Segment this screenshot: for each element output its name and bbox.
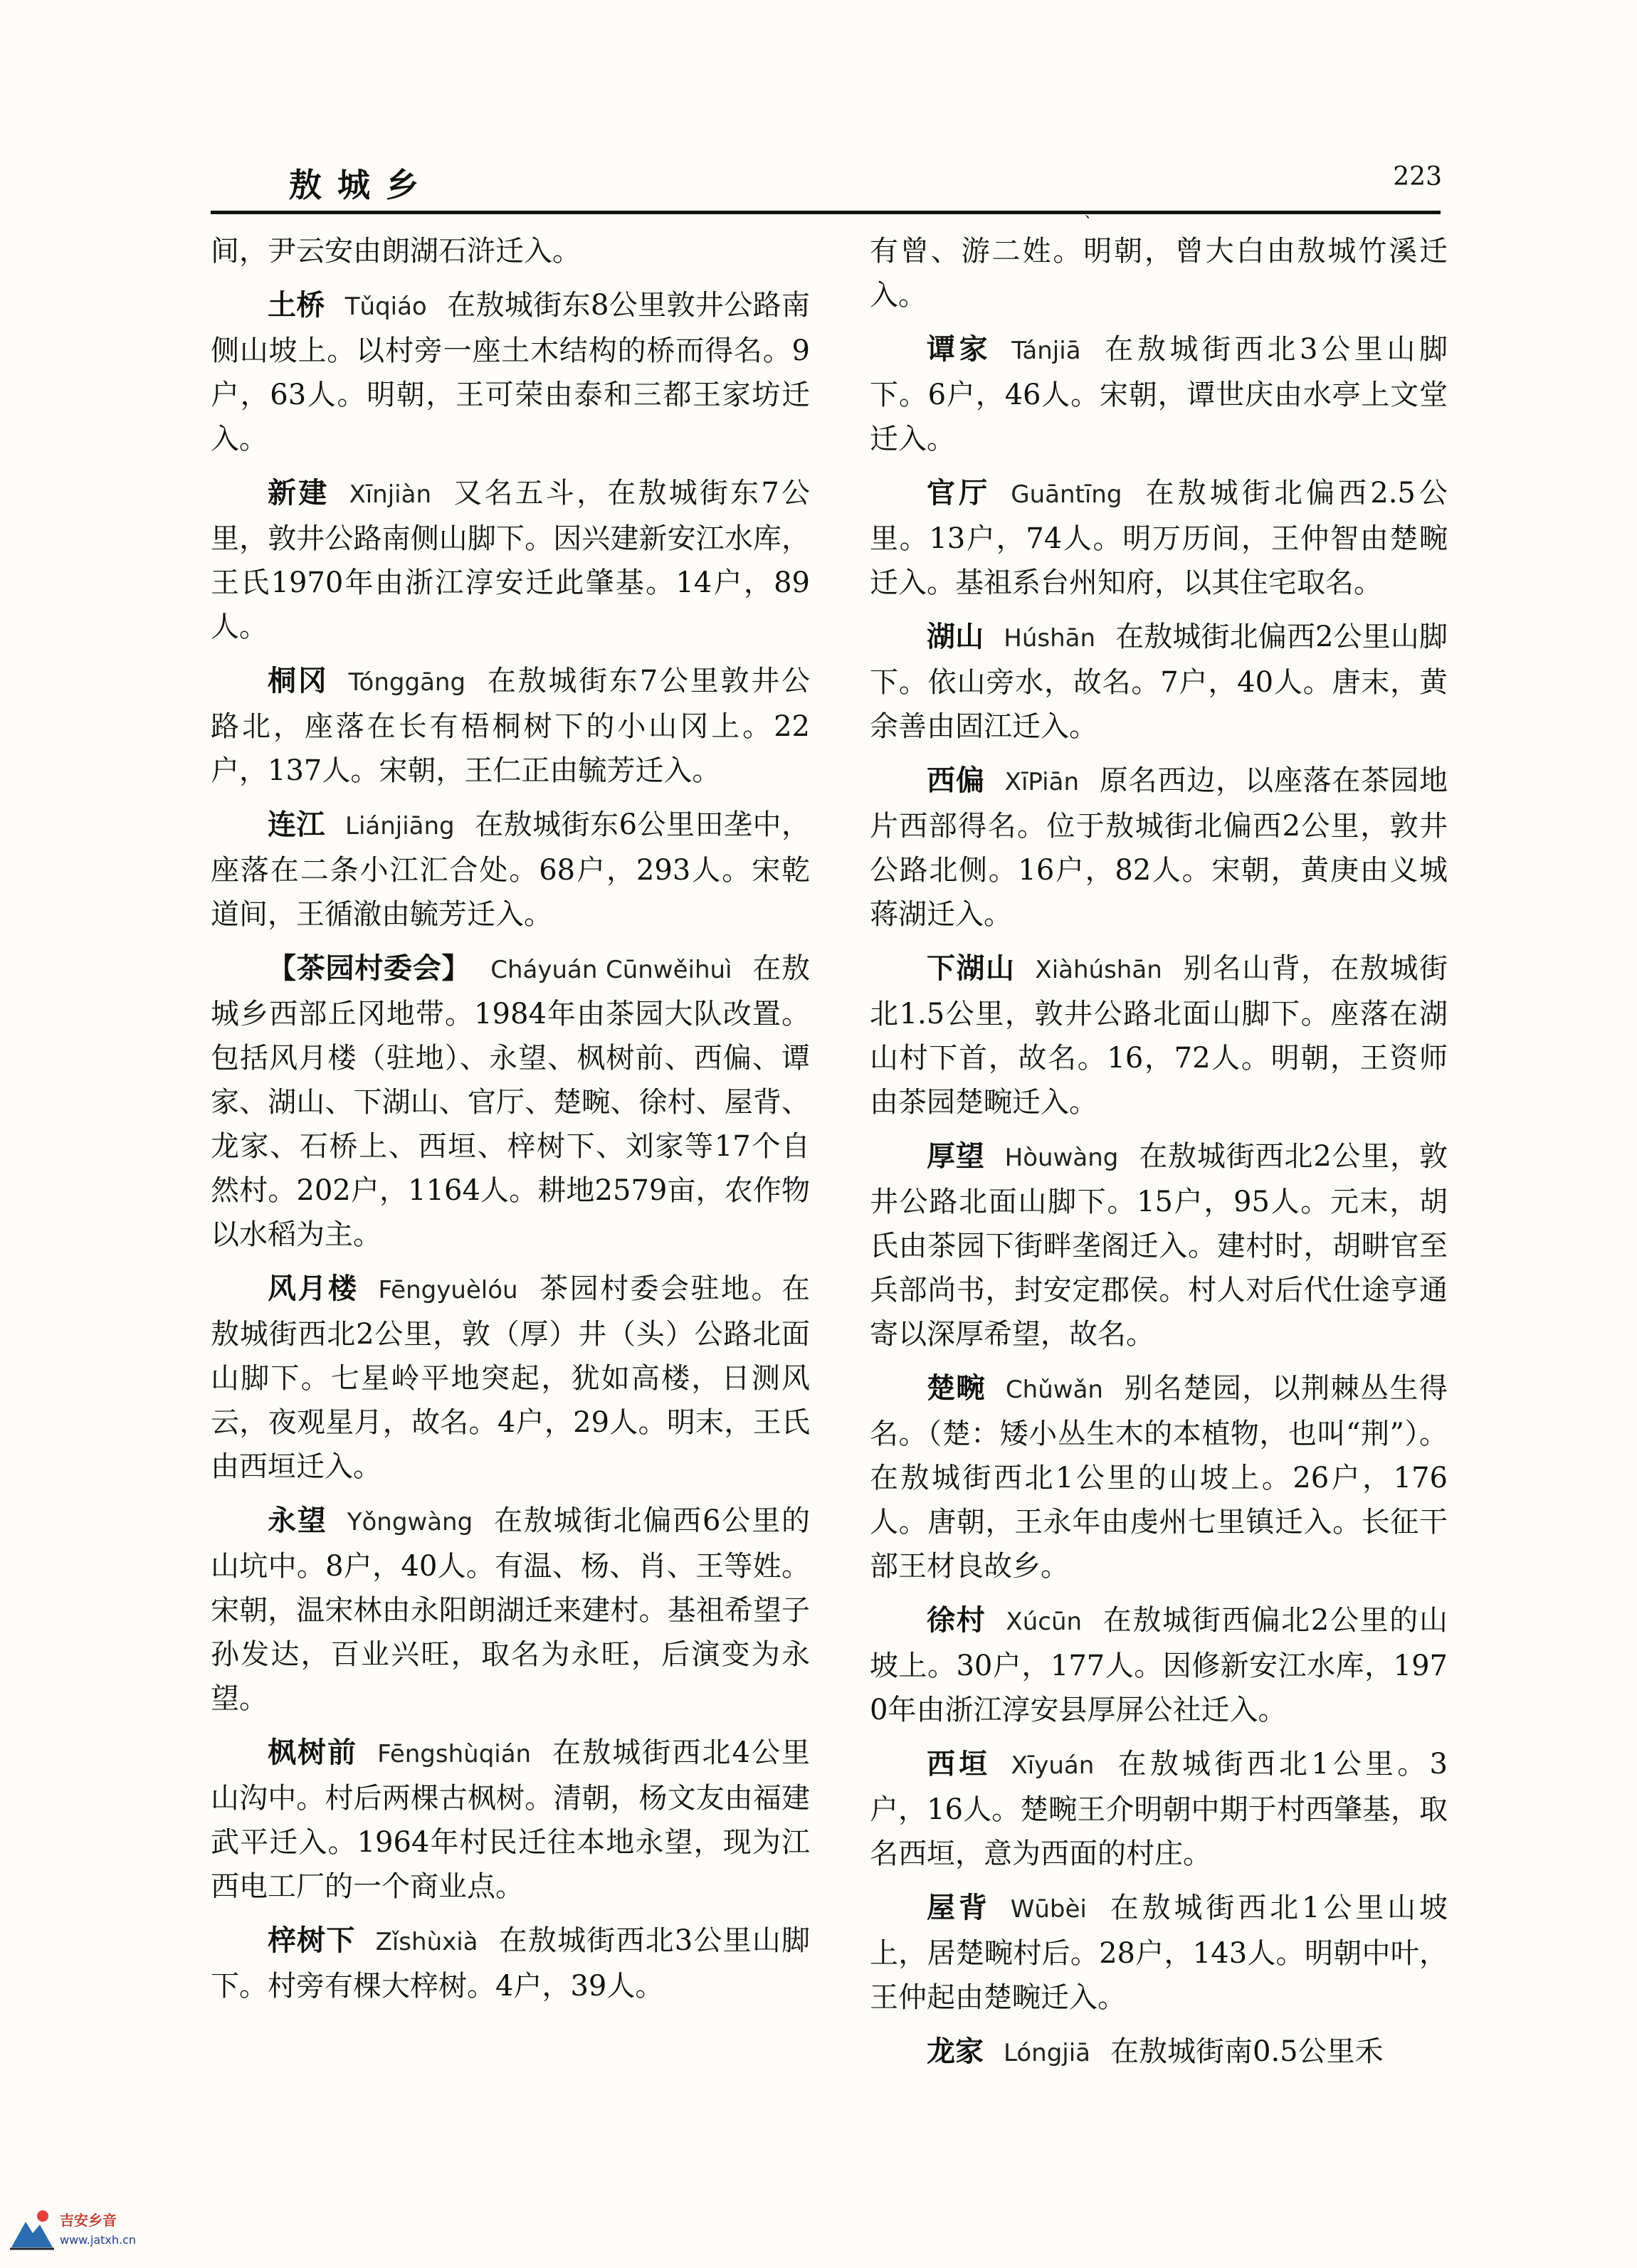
entry-text: 别名山背，在敖城街北1.5公里，敦井公路北面山脚下。座落在湖山村下首，故名。16，72人。明朝，王资师由茶园楚畹迁入。 (870, 952, 1448, 1119)
entry-name: 永望 (268, 1504, 327, 1537)
gazetteer-entry (211, 471, 810, 649)
entry-text: 在敖城乡西部丘冈地带。1984年由茶园大队改置。包括风月楼（驻地）、永望、枫树前、西偏、谭家、湖山、下湖山、官厅、楚畹、徐村、屋背、龙家、石桥上、西垣、梓树下、刘家等17个自然村。202户，1164人。耕地2579亩，农作物以水稻为主。 (211, 952, 811, 1251)
gazetteer-entry (870, 1742, 1448, 1876)
entry-text: 原名西边，以座落在茶园地片西部得名。位于敖城街北偏西2公里，敦井公路北侧。16户，82人。宋朝，黄庚由义城蒋湖迁入。 (870, 764, 1448, 931)
entry-pinyin: Guāntīng (1011, 480, 1122, 509)
entry-text: 别名楚园，以荆棘丛生得名。（楚：矮小丛生木的本植物，也叫“荆”）。在敖城街西北1公里的山坡上。26户，176人。唐朝，王永年由虔州七里镇迁入。长征干部王材良故乡。 (870, 1372, 1448, 1583)
gazetteer-entry (870, 471, 1448, 605)
gazetteer-entry (870, 1886, 1448, 2020)
entry-name: 徐村 (927, 1604, 986, 1637)
gazetteer-entry (211, 659, 810, 793)
entry-text: 在敖城街北偏西2.5公里。13户，74人。明万历间，王仲智由楚畹迁入。基祖系台州知府，以其住宅取名。 (870, 477, 1448, 599)
continued-paragraph: 间，尹云安由朗湖石浒迁入。 (211, 235, 581, 268)
watermark (0, 2199, 185, 2263)
gazetteer-entry (870, 327, 1448, 461)
entry-name: 谭家 (927, 333, 992, 366)
entry-pinyin: Tǔqiáo (344, 292, 427, 321)
gazetteer-entry (870, 759, 1448, 937)
entry-text: 在敖城街西北2公里，敦井公路北面山脚下。15户，95人。元末，胡氏由茶园下街畔垄阁迁入。建村时，胡畊官至兵部尚书，封安定郡侯。村人对后代仕途亨通寄以深厚希望，故名。 (870, 1140, 1448, 1351)
entry-name: 下湖山 (927, 952, 1016, 985)
entry-name: 【茶园村委会】 (268, 952, 471, 985)
watermark-logo-icon (7, 2205, 57, 2254)
entry-name: 新建 (268, 477, 330, 510)
page-header (211, 149, 1449, 213)
entry-name: 湖山 (927, 621, 984, 653)
entry-name: 屋背 (927, 1892, 991, 1924)
entry-pinyin: Xīnjiàn (349, 480, 432, 509)
entry-name: 桐冈 (268, 665, 329, 697)
entry-pinyin: Xīyuán (1011, 1751, 1095, 1780)
entry-text: 在敖城街东8公里敦井公路南侧山坡上。以村旁一座土木结构的桥而得名。9户，63人。明朝，王可荣由泰和三都王家坊迁入。 (211, 289, 811, 455)
entry-name: 楚畹 (927, 1372, 986, 1405)
gazetteer-entry (870, 2030, 1448, 2075)
entry-name: 厚望 (927, 1140, 985, 1173)
gazetteer-entry (211, 283, 810, 461)
entry-text: 在敖城街北偏西2公里山脚下。依山旁水，故名。7户，40人。唐末，黄余善由固江迁入。 (870, 621, 1448, 743)
entry-pinyin: Xúcūn (1006, 1608, 1083, 1636)
entry-pinyin: Cháyuán Cūnwěihuì (490, 956, 732, 984)
entry-pinyin: Chǔwǎn (1005, 1376, 1103, 1404)
entry-pinyin: Wūbèi (1010, 1895, 1087, 1924)
gazetteer-entry (211, 1267, 810, 1489)
entry-text: 在敖城街西北1公里。3户，16人。楚畹王介明朝中期于村西肇基，取名西垣，意为西面的村庄。 (870, 1748, 1448, 1870)
page-number: 223 (1393, 162, 1442, 191)
section-title: 敖城乡 (289, 166, 434, 204)
entry-text: 茶园村委会驻地。在敖城街西北2公里，敦（厚）井（头）公路北面山脚下。七星岭平地突起，犹如高楼，日测风云，夜观星月，故名。4户，29人。明末，王氏由西垣迁入。 (211, 1272, 811, 1483)
entry-text: 在敖城街西北3公里山脚下。村旁有棵大梓树。4户，39人。 (211, 1924, 811, 2003)
entry-pinyin: Xiàhúshān (1035, 956, 1162, 984)
entry-name: 风月楼 (268, 1272, 359, 1305)
entry-name: 枫树前 (268, 1736, 358, 1769)
entry-text: 又名五斗，在敖城街东7公里，敦井公路南侧山脚下。因兴建新安江水库，王氏1970年由浙江淳安迁此肇基。14户，89人。 (211, 477, 811, 643)
entry-name: 梓树下 (268, 1924, 356, 1957)
entry-name: 西垣 (927, 1748, 991, 1781)
entry-text: 在敖城街西北1公里山坡上，居楚畹村后。28户，143人。明朝中叶，王仲起由楚畹迁入。 (870, 1892, 1448, 2014)
entry-pinyin: XīPiān (1004, 768, 1079, 796)
entry-pinyin: Húshān (1004, 624, 1096, 653)
continued-paragraph: 有曾、游二姓。明朝，曾大白由敖城竹溪迁入。 (870, 235, 1448, 312)
header-rule (211, 211, 1441, 214)
right-column (870, 229, 1448, 2085)
entry-text: 在敖城街北偏西6公里的山坑中。8户，40人。有温、杨、肖、王等姓。宋朝，温宋林由永阳朗湖迁来建村。基祖希望子孙发达，百业兴旺，取名为永旺，后演变为永望。 (211, 1504, 810, 1715)
entry-pinyin: Yǒngwàng (347, 1508, 473, 1536)
entry-pinyin: Liánjiāng (345, 812, 455, 840)
gazetteer-entry (211, 1731, 810, 1909)
entry-name: 西偏 (927, 764, 985, 797)
entry-text: 在敖城街西北4公里山沟中。村后两棵古枫树。清朝，杨文友由福建武平迁入。1964年村民迁往本地永望，现为江西电工厂的一个商业点。 (211, 1736, 810, 1903)
entry-name: 官厅 (927, 477, 991, 510)
entry-pinyin: Lóngjiā (1004, 2039, 1091, 2067)
entry-text: 在敖城街南0.5公里禾 (1110, 2035, 1384, 2068)
entry-text: 在敖城街东6公里田垄中，座落在二条小江汇合处。68户，293人。宋乾道间，王循澈由毓芳迁入。 (211, 808, 811, 931)
gazetteer-entry (211, 803, 810, 937)
entry-pinyin: Fēngshùqián (377, 1740, 532, 1768)
gazetteer-entry (211, 1919, 810, 2008)
left-column (211, 229, 810, 2018)
entry-pinyin: Hòuwàng (1004, 1144, 1119, 1172)
rule-mark: 、 (1085, 204, 1099, 221)
gazetteer-entry (870, 1366, 1448, 1588)
entry-text: 在敖城街西偏北2公里的山坡上。30户，177人。因修新安江水库，1970年由浙江淳安县厚屏公社迁入。 (870, 1604, 1448, 1726)
entry-pinyin: Tónggāng (348, 668, 466, 697)
gazetteer-entry (211, 946, 810, 1257)
watermark-site-name: 吉安乡音 (60, 2212, 117, 2229)
gazetteer-entry (870, 946, 1448, 1124)
gazetteer-entry (870, 1598, 1448, 1732)
entry-pinyin: Fēngyuèlóu (378, 1276, 518, 1304)
entry-pinyin: Tánjiā (1011, 337, 1081, 365)
entry-text: 在敖城街西北3公里山脚下。6户，46人。宋朝，谭世庆由水亭上文堂迁入。 (870, 333, 1448, 455)
entry-name: 土桥 (268, 289, 325, 322)
watermark-url: www.jatxh.cn (60, 2233, 137, 2247)
entry-name: 连江 (268, 808, 325, 841)
entry-text: 在敖城街东7公里敦井公路北，座落在长有梧桐树下的小山冈上。22户，137人。宋朝，王仁正由毓芳迁入。 (211, 665, 811, 787)
gazetteer-entry (211, 1499, 810, 1721)
entry-name: 龙家 (927, 2035, 984, 2068)
gazetteer-entry (870, 615, 1448, 749)
gazetteer-entry (870, 1134, 1448, 1356)
entry-pinyin: Zǐshùxià (375, 1928, 478, 1956)
